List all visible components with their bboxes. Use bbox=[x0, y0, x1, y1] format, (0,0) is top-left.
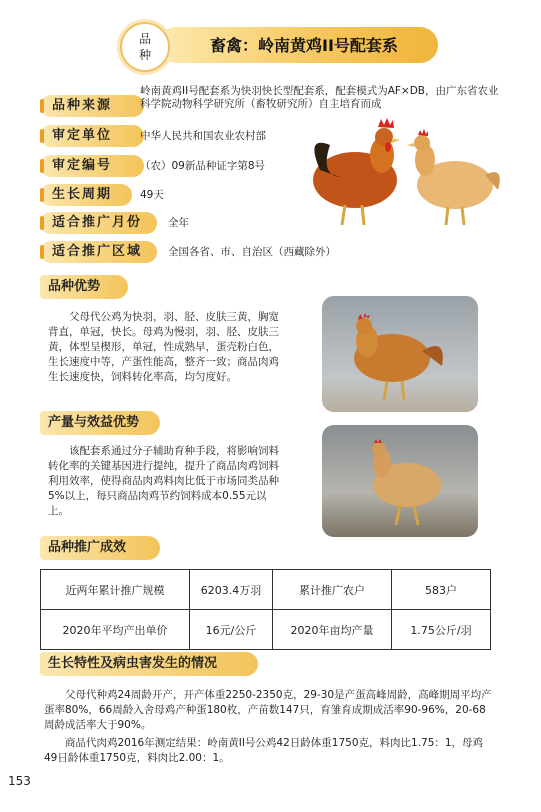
page-number: 153 bbox=[8, 774, 31, 788]
label-approval-number: 审定编号 bbox=[40, 155, 144, 177]
table-cell: 583户 bbox=[392, 570, 491, 610]
value-months: 全年 bbox=[168, 217, 189, 229]
growth-text-1: 父母代种鸡24周龄开产，开产体重2250-2350克，29-30是产蛋高峰周龄，高峰期周平均产蛋率80%，66周龄入舍母鸡产种蛋180枚，产苗数147只，育雏育成期成活率90-96%，20-68周龄成活率大于90%。 bbox=[44, 689, 492, 731]
hen-photo bbox=[322, 425, 478, 537]
table-cell: 1.75公斤/羽 bbox=[392, 610, 491, 650]
page-title: 畜禽：岭南黄鸡II号配套系 bbox=[210, 36, 398, 55]
label-source: 品种来源 bbox=[40, 95, 144, 117]
table-row bbox=[41, 610, 491, 650]
label-region: 适合推广区域 bbox=[40, 241, 157, 263]
table-cell: 16元/公斤 bbox=[190, 610, 273, 650]
label-months: 适合推广月份 bbox=[40, 212, 157, 234]
value-source: 岭南黄鸡II号配套系为快羽快长型配套系，配套模式为AF×DB，由广东省农业科学院动物科学研究所（畜牧研究所）自主培育而成 bbox=[140, 85, 499, 110]
table-cell: 近两年累计推广规模 bbox=[41, 570, 190, 610]
table-row bbox=[41, 570, 491, 610]
table-cell: 累计推广农户 bbox=[273, 570, 392, 610]
category-badge bbox=[120, 22, 170, 72]
growth-text-2: 商品代肉鸡2016年测定结果：岭南黄II号公鸡42日龄体重1750克，料肉比1.75：1，母鸡49日龄体重1750克，料肉比2.00：1。 bbox=[44, 737, 484, 764]
table-cell: 2020年亩均产量 bbox=[273, 610, 392, 650]
badge-char-2: 种 bbox=[138, 48, 151, 62]
value-region: 全国各省、市、自治区（西藏除外） bbox=[168, 246, 336, 258]
value-approval-unit: 中华人民共和国农业农村部 bbox=[140, 130, 266, 142]
table-cell: 6203.4万羽 bbox=[190, 570, 273, 610]
value-growth-cycle: 49天 bbox=[140, 189, 164, 201]
badge-char-1: 品 bbox=[138, 32, 151, 46]
table-cell: 2020年平均产出单价 bbox=[41, 610, 190, 650]
section-header-benefit: 产量与效益优势 bbox=[40, 411, 160, 435]
section-header-advantage: 品种优势 bbox=[40, 275, 128, 299]
section-header-promotion: 品种推广成效 bbox=[40, 536, 160, 560]
section-header-growth: 生长特性及病虫害发生的情况 bbox=[40, 652, 258, 676]
benefit-text: 该配套系通过分子辅助育种手段，将影响饲料转化率的关键基因进行提纯，提升了商品肉鸡饲料利用效率，使得商品肉鸡料肉比低于市场同类品种5%以上，每只商品肉鸡节约饲料成本0.55元以上。 bbox=[48, 445, 279, 517]
label-approval-unit: 审定单位 bbox=[40, 125, 144, 147]
rooster-photo bbox=[322, 296, 478, 412]
chicken-pair-illustration bbox=[300, 115, 510, 235]
promotion-table bbox=[40, 569, 491, 650]
value-approval-number: （农）09新品种证字第8号 bbox=[140, 160, 266, 172]
label-growth-cycle: 生长周期 bbox=[40, 184, 132, 206]
advantage-text: 父母代公鸡为快羽，羽、胫、皮肤三黄，胸宽背直，单冠，快长。母鸡为慢羽，羽、胫、皮肤三黄，体型呈楔形，单冠，性成熟早，蛋壳粉白色，生长速度中等，产蛋性能高，整齐一致；商品肉鸡生长速度快，饲料转化率高，均匀度好。 bbox=[48, 311, 279, 383]
